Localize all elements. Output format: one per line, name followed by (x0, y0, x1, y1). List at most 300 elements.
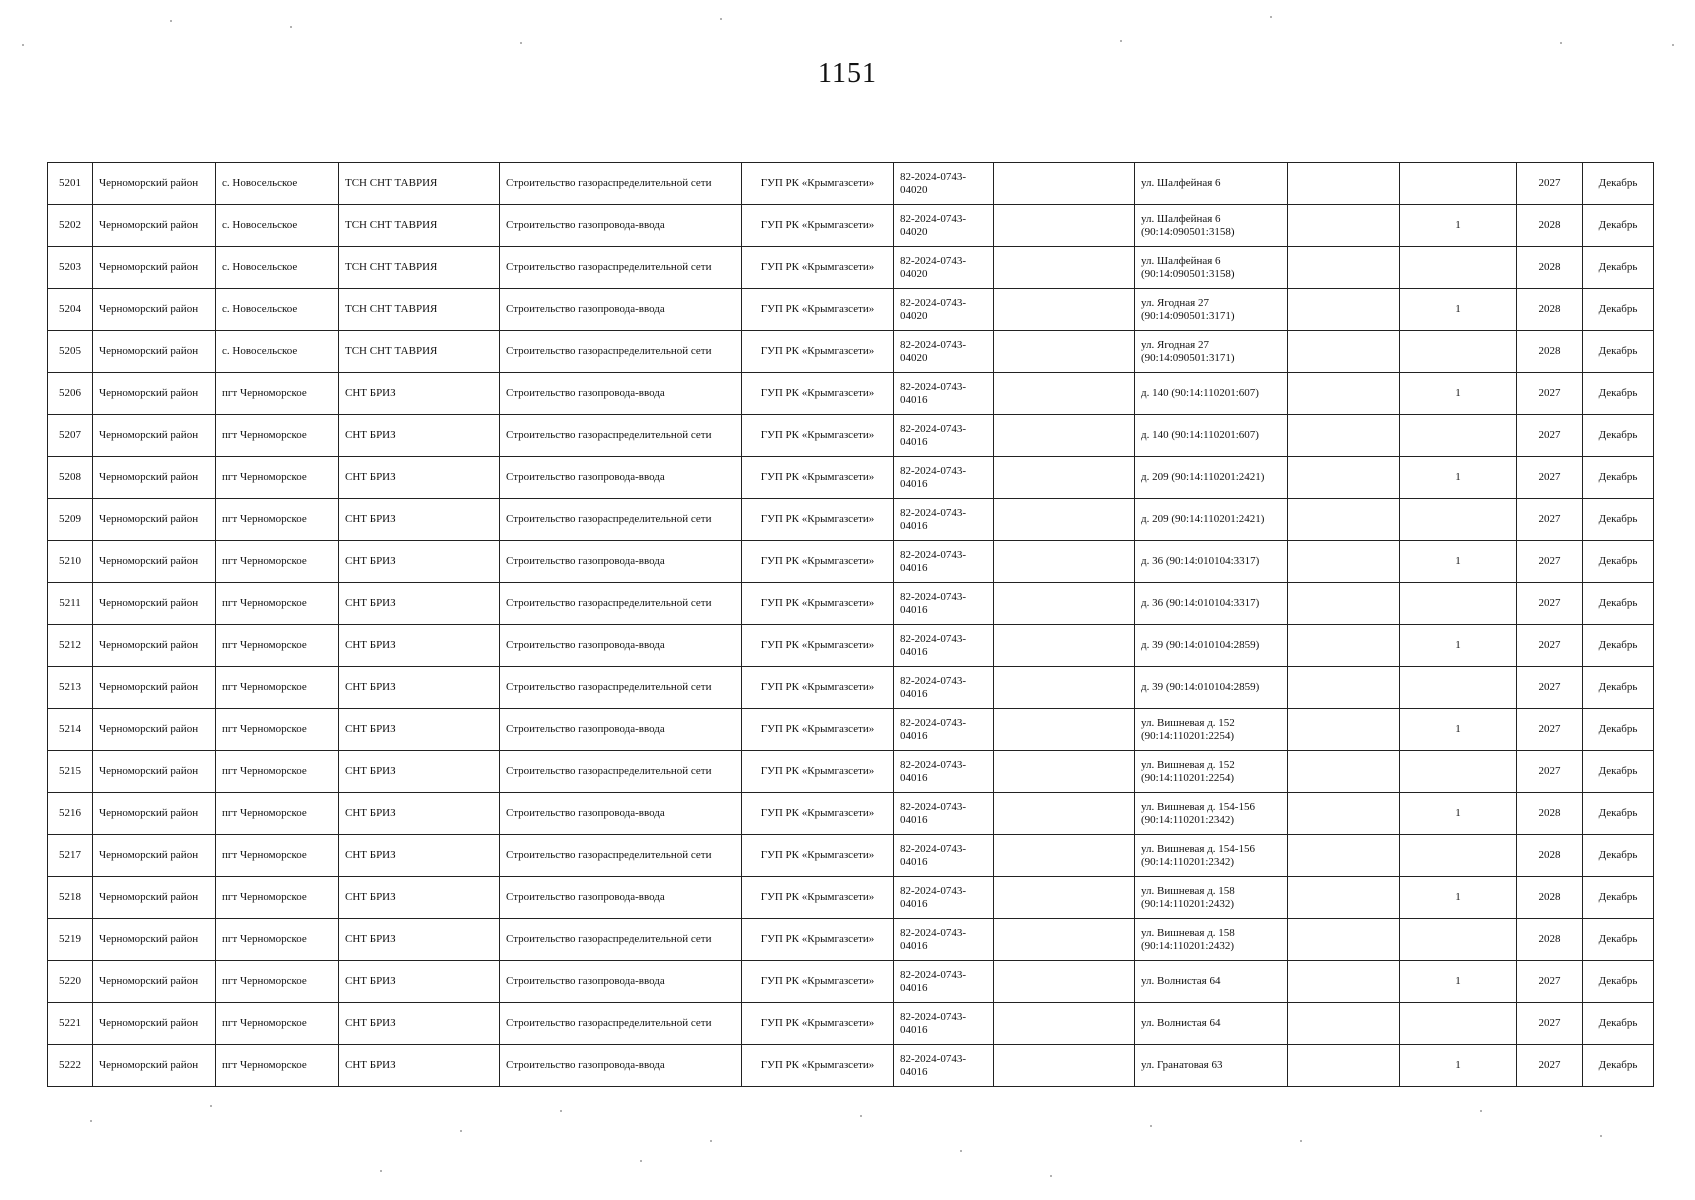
work-type-cell: Строительство газораспределительной сети (500, 751, 742, 793)
table-row (48, 751, 1654, 793)
quantity-cell (1400, 331, 1517, 373)
district-cell: Черноморский район (93, 373, 216, 415)
operator-cell: ГУП РК «Крымгазсети» (742, 163, 894, 205)
operator-cell: ГУП РК «Крымгазсети» (742, 583, 894, 625)
quantity-cell: 1 (1400, 625, 1517, 667)
work-type-cell: Строительство газопровода-ввода (500, 1045, 742, 1087)
quantity-cell: 1 (1400, 1045, 1517, 1087)
organization-cell: СНТ БРИЗ (339, 625, 500, 667)
month-cell: Декабрь (1583, 247, 1654, 289)
scan-speck (1560, 42, 1562, 44)
operator-cell: ГУП РК «Крымгазсети» (742, 331, 894, 373)
organization-cell: ТСН СНТ ТАВРИЯ (339, 205, 500, 247)
empty-cell (1288, 751, 1400, 793)
table-row (48, 835, 1654, 877)
registry-table (47, 162, 1654, 1087)
table-row (48, 373, 1654, 415)
month-cell: Декабрь (1583, 583, 1654, 625)
work-type-cell: Строительство газораспределительной сети (500, 163, 742, 205)
organization-cell: СНТ БРИЗ (339, 877, 500, 919)
year-cell: 2027 (1517, 373, 1583, 415)
organization-cell: СНТ БРИЗ (339, 583, 500, 625)
locality-cell: с. Новосельское (216, 205, 339, 247)
empty-cell (1288, 1003, 1400, 1045)
locality-cell: пгт Черноморское (216, 709, 339, 751)
district-cell: Черноморский район (93, 331, 216, 373)
year-cell: 2027 (1517, 961, 1583, 1003)
quantity-cell: 1 (1400, 373, 1517, 415)
quantity-cell (1400, 583, 1517, 625)
month-cell: Декабрь (1583, 457, 1654, 499)
code-cell: 82-2024-0743-04016 (894, 961, 994, 1003)
quantity-cell (1400, 499, 1517, 541)
empty-cell (994, 247, 1135, 289)
address-cell: д. 140 (90:14:110201:607) (1135, 373, 1288, 415)
scan-speck (720, 18, 722, 20)
quantity-cell: 1 (1400, 709, 1517, 751)
address-cell: д. 36 (90:14:010104:3317) (1135, 583, 1288, 625)
month-cell: Декабрь (1583, 877, 1654, 919)
code-cell: 82-2024-0743-04016 (894, 541, 994, 583)
empty-cell (994, 289, 1135, 331)
empty-cell (1288, 499, 1400, 541)
row-number: 5207 (48, 415, 93, 457)
year-cell: 2028 (1517, 919, 1583, 961)
quantity-cell: 1 (1400, 541, 1517, 583)
month-cell: Декабрь (1583, 793, 1654, 835)
organization-cell: ТСН СНТ ТАВРИЯ (339, 331, 500, 373)
empty-cell (994, 751, 1135, 793)
address-cell: д. 39 (90:14:010104:2859) (1135, 625, 1288, 667)
year-cell: 2028 (1517, 205, 1583, 247)
quantity-cell (1400, 667, 1517, 709)
year-cell: 2027 (1517, 667, 1583, 709)
code-cell: 82-2024-0743-04020 (894, 205, 994, 247)
row-number: 5209 (48, 499, 93, 541)
locality-cell: пгт Черноморское (216, 919, 339, 961)
scan-speck (640, 1160, 642, 1162)
year-cell: 2028 (1517, 835, 1583, 877)
locality-cell: пгт Черноморское (216, 541, 339, 583)
scan-speck (290, 26, 292, 28)
year-cell: 2028 (1517, 877, 1583, 919)
table-row (48, 793, 1654, 835)
work-type-cell: Строительство газопровода-ввода (500, 625, 742, 667)
empty-cell (1288, 919, 1400, 961)
locality-cell: пгт Черноморское (216, 877, 339, 919)
scan-speck (520, 42, 522, 44)
scan-speck (860, 1115, 862, 1117)
address-cell: д. 39 (90:14:010104:2859) (1135, 667, 1288, 709)
district-cell: Черноморский район (93, 877, 216, 919)
month-cell: Декабрь (1583, 625, 1654, 667)
work-type-cell: Строительство газопровода-ввода (500, 709, 742, 751)
month-cell: Декабрь (1583, 289, 1654, 331)
district-cell: Черноморский район (93, 457, 216, 499)
operator-cell: ГУП РК «Крымгазсети» (742, 835, 894, 877)
empty-cell (1288, 541, 1400, 583)
address-cell: ул. Вишневая д. 154-156 (90:14:110201:2342) (1135, 835, 1288, 877)
empty-cell (1288, 373, 1400, 415)
address-cell: д. 140 (90:14:110201:607) (1135, 415, 1288, 457)
month-cell: Декабрь (1583, 835, 1654, 877)
organization-cell: СНТ БРИЗ (339, 751, 500, 793)
year-cell: 2027 (1517, 415, 1583, 457)
table-row (48, 583, 1654, 625)
district-cell: Черноморский район (93, 793, 216, 835)
table-row (48, 289, 1654, 331)
code-cell: 82-2024-0743-04020 (894, 163, 994, 205)
quantity-cell: 1 (1400, 205, 1517, 247)
organization-cell: СНТ БРИЗ (339, 415, 500, 457)
locality-cell: пгт Черноморское (216, 1045, 339, 1087)
table-row (48, 877, 1654, 919)
quantity-cell: 1 (1400, 289, 1517, 331)
row-number: 5217 (48, 835, 93, 877)
district-cell: Черноморский район (93, 583, 216, 625)
district-cell: Черноморский район (93, 835, 216, 877)
empty-cell (994, 205, 1135, 247)
work-type-cell: Строительство газопровода-ввода (500, 793, 742, 835)
empty-cell (1288, 1045, 1400, 1087)
work-type-cell: Строительство газопровода-ввода (500, 289, 742, 331)
scan-speck (1270, 16, 1272, 18)
month-cell: Декабрь (1583, 331, 1654, 373)
code-cell: 82-2024-0743-04020 (894, 331, 994, 373)
address-cell: ул. Волнистая 64 (1135, 1003, 1288, 1045)
locality-cell: пгт Черноморское (216, 667, 339, 709)
empty-cell (994, 415, 1135, 457)
page-number: 1151 (818, 58, 877, 89)
work-type-cell: Строительство газораспределительной сети (500, 835, 742, 877)
work-type-cell: Строительство газопровода-ввода (500, 457, 742, 499)
scan-speck (1300, 1140, 1302, 1142)
address-cell: ул. Вишневая д. 152 (90:14:110201:2254) (1135, 751, 1288, 793)
month-cell: Декабрь (1583, 751, 1654, 793)
scan-speck (1150, 1125, 1152, 1127)
month-cell: Декабрь (1583, 415, 1654, 457)
month-cell: Декабрь (1583, 919, 1654, 961)
operator-cell: ГУП РК «Крымгазсети» (742, 751, 894, 793)
year-cell: 2027 (1517, 457, 1583, 499)
code-cell: 82-2024-0743-04016 (894, 1045, 994, 1087)
row-number: 5210 (48, 541, 93, 583)
locality-cell: пгт Черноморское (216, 373, 339, 415)
work-type-cell: Строительство газопровода-ввода (500, 877, 742, 919)
empty-cell (1288, 625, 1400, 667)
organization-cell: СНТ БРИЗ (339, 373, 500, 415)
work-type-cell: Строительство газопровода-ввода (500, 373, 742, 415)
address-cell: ул. Ягодная 27 (90:14:090501:3171) (1135, 289, 1288, 331)
district-cell: Черноморский район (93, 289, 216, 331)
year-cell: 2027 (1517, 1045, 1583, 1087)
address-cell: ул. Вишневая д. 158 (90:14:110201:2432) (1135, 919, 1288, 961)
code-cell: 82-2024-0743-04016 (894, 709, 994, 751)
month-cell: Декабрь (1583, 709, 1654, 751)
table-row (48, 919, 1654, 961)
organization-cell: СНТ БРИЗ (339, 835, 500, 877)
address-cell: ул. Волнистая 64 (1135, 961, 1288, 1003)
quantity-cell: 1 (1400, 877, 1517, 919)
empty-cell (1288, 331, 1400, 373)
empty-cell (994, 331, 1135, 373)
address-cell: ул. Ягодная 27 (90:14:090501:3171) (1135, 331, 1288, 373)
quantity-cell (1400, 415, 1517, 457)
locality-cell: пгт Черноморское (216, 1003, 339, 1045)
work-type-cell: Строительство газораспределительной сети (500, 247, 742, 289)
year-cell: 2027 (1517, 583, 1583, 625)
code-cell: 82-2024-0743-04016 (894, 415, 994, 457)
empty-cell (1288, 205, 1400, 247)
empty-cell (1288, 457, 1400, 499)
locality-cell: пгт Черноморское (216, 751, 339, 793)
year-cell: 2027 (1517, 1003, 1583, 1045)
operator-cell: ГУП РК «Крымгазсети» (742, 247, 894, 289)
empty-cell (1288, 835, 1400, 877)
work-type-cell: Строительство газораспределительной сети (500, 583, 742, 625)
locality-cell: с. Новосельское (216, 331, 339, 373)
table-row (48, 1003, 1654, 1045)
work-type-cell: Строительство газопровода-ввода (500, 961, 742, 1003)
year-cell: 2027 (1517, 709, 1583, 751)
code-cell: 82-2024-0743-04016 (894, 499, 994, 541)
district-cell: Черноморский район (93, 1045, 216, 1087)
empty-cell (1288, 163, 1400, 205)
month-cell: Декабрь (1583, 667, 1654, 709)
table-row (48, 667, 1654, 709)
empty-cell (994, 499, 1135, 541)
table-row (48, 205, 1654, 247)
scan-speck (710, 1140, 712, 1142)
locality-cell: пгт Черноморское (216, 961, 339, 1003)
year-cell: 2027 (1517, 163, 1583, 205)
operator-cell: ГУП РК «Крымгазсети» (742, 625, 894, 667)
operator-cell: ГУП РК «Крымгазсети» (742, 541, 894, 583)
organization-cell: СНТ БРИЗ (339, 961, 500, 1003)
address-cell: д. 209 (90:14:110201:2421) (1135, 499, 1288, 541)
row-number: 5219 (48, 919, 93, 961)
address-cell: ул. Вишневая д. 152 (90:14:110201:2254) (1135, 709, 1288, 751)
month-cell: Декабрь (1583, 961, 1654, 1003)
row-number: 5220 (48, 961, 93, 1003)
code-cell: 82-2024-0743-04016 (894, 667, 994, 709)
row-number: 5221 (48, 1003, 93, 1045)
empty-cell (1288, 877, 1400, 919)
scan-speck (1600, 1135, 1602, 1137)
district-cell: Черноморский район (93, 415, 216, 457)
year-cell: 2027 (1517, 625, 1583, 667)
district-cell: Черноморский район (93, 667, 216, 709)
table-row (48, 709, 1654, 751)
empty-cell (1288, 583, 1400, 625)
row-number: 5211 (48, 583, 93, 625)
empty-cell (994, 961, 1135, 1003)
month-cell: Декабрь (1583, 1045, 1654, 1087)
empty-cell (994, 583, 1135, 625)
code-cell: 82-2024-0743-04016 (894, 1003, 994, 1045)
locality-cell: пгт Черноморское (216, 583, 339, 625)
code-cell: 82-2024-0743-04020 (894, 247, 994, 289)
code-cell: 82-2024-0743-04016 (894, 793, 994, 835)
organization-cell: СНТ БРИЗ (339, 457, 500, 499)
empty-cell (994, 793, 1135, 835)
empty-cell (994, 667, 1135, 709)
district-cell: Черноморский район (93, 751, 216, 793)
work-type-cell: Строительство газораспределительной сети (500, 331, 742, 373)
locality-cell: с. Новосельское (216, 163, 339, 205)
district-cell: Черноморский район (93, 541, 216, 583)
year-cell: 2027 (1517, 541, 1583, 583)
empty-cell (1288, 709, 1400, 751)
year-cell: 2027 (1517, 751, 1583, 793)
organization-cell: СНТ БРИЗ (339, 919, 500, 961)
work-type-cell: Строительство газораспределительной сети (500, 919, 742, 961)
scan-speck (380, 1170, 382, 1172)
operator-cell: ГУП РК «Крымгазсети» (742, 793, 894, 835)
locality-cell: с. Новосельское (216, 289, 339, 331)
address-cell: ул. Шалфейная 6 (1135, 163, 1288, 205)
organization-cell: СНТ БРИЗ (339, 1003, 500, 1045)
empty-cell (1288, 793, 1400, 835)
scan-speck (560, 1110, 562, 1112)
work-type-cell: Строительство газораспределительной сети (500, 415, 742, 457)
empty-cell (994, 877, 1135, 919)
table-body (48, 163, 1654, 1087)
locality-cell: пгт Черноморское (216, 499, 339, 541)
district-cell: Черноморский район (93, 247, 216, 289)
address-cell: ул. Шалфейная 6 (90:14:090501:3158) (1135, 205, 1288, 247)
row-number: 5208 (48, 457, 93, 499)
code-cell: 82-2024-0743-04016 (894, 751, 994, 793)
scan-speck (960, 1150, 962, 1152)
operator-cell: ГУП РК «Крымгазсети» (742, 415, 894, 457)
organization-cell: СНТ БРИЗ (339, 1045, 500, 1087)
row-number: 5215 (48, 751, 93, 793)
table-row (48, 331, 1654, 373)
quantity-cell (1400, 163, 1517, 205)
address-cell: ул. Вишневая д. 158 (90:14:110201:2432) (1135, 877, 1288, 919)
empty-cell (994, 541, 1135, 583)
scan-speck (1120, 40, 1122, 42)
quantity-cell: 1 (1400, 457, 1517, 499)
district-cell: Черноморский район (93, 919, 216, 961)
district-cell: Черноморский район (93, 625, 216, 667)
operator-cell: ГУП РК «Крымгазсети» (742, 667, 894, 709)
operator-cell: ГУП РК «Крымгазсети» (742, 457, 894, 499)
quantity-cell (1400, 247, 1517, 289)
scan-speck (1672, 44, 1674, 46)
empty-cell (994, 835, 1135, 877)
district-cell: Черноморский район (93, 205, 216, 247)
code-cell: 82-2024-0743-04016 (894, 457, 994, 499)
address-cell: д. 36 (90:14:010104:3317) (1135, 541, 1288, 583)
table-row (48, 457, 1654, 499)
work-type-cell: Строительство газораспределительной сети (500, 1003, 742, 1045)
address-cell: ул. Гранатовая 63 (1135, 1045, 1288, 1087)
work-type-cell: Строительство газопровода-ввода (500, 205, 742, 247)
organization-cell: СНТ БРИЗ (339, 709, 500, 751)
empty-cell (1288, 667, 1400, 709)
quantity-cell: 1 (1400, 793, 1517, 835)
row-number: 5222 (48, 1045, 93, 1087)
code-cell: 82-2024-0743-04016 (894, 835, 994, 877)
quantity-cell (1400, 835, 1517, 877)
scan-speck (22, 44, 24, 46)
operator-cell: ГУП РК «Крымгазсети» (742, 1045, 894, 1087)
row-number: 5214 (48, 709, 93, 751)
code-cell: 82-2024-0743-04016 (894, 877, 994, 919)
district-cell: Черноморский район (93, 961, 216, 1003)
operator-cell: ГУП РК «Крымгазсети» (742, 961, 894, 1003)
scan-speck (170, 20, 172, 22)
month-cell: Декабрь (1583, 163, 1654, 205)
code-cell: 82-2024-0743-04016 (894, 583, 994, 625)
table-row (48, 247, 1654, 289)
work-type-cell: Строительство газопровода-ввода (500, 541, 742, 583)
row-number: 5204 (48, 289, 93, 331)
scan-speck (1480, 1110, 1482, 1112)
work-type-cell: Строительство газораспределительной сети (500, 667, 742, 709)
row-number: 5203 (48, 247, 93, 289)
locality-cell: пгт Черноморское (216, 793, 339, 835)
table-row (48, 163, 1654, 205)
empty-cell (1288, 961, 1400, 1003)
operator-cell: ГУП РК «Крымгазсети» (742, 919, 894, 961)
organization-cell: СНТ БРИЗ (339, 499, 500, 541)
work-type-cell: Строительство газораспределительной сети (500, 499, 742, 541)
organization-cell: ТСН СНТ ТАВРИЯ (339, 163, 500, 205)
district-cell: Черноморский район (93, 163, 216, 205)
operator-cell: ГУП РК «Крымгазсети» (742, 205, 894, 247)
empty-cell (994, 373, 1135, 415)
code-cell: 82-2024-0743-04016 (894, 919, 994, 961)
month-cell: Декабрь (1583, 499, 1654, 541)
address-cell: д. 209 (90:14:110201:2421) (1135, 457, 1288, 499)
code-cell: 82-2024-0743-04016 (894, 373, 994, 415)
table-row (48, 1045, 1654, 1087)
operator-cell: ГУП РК «Крымгазсети» (742, 877, 894, 919)
district-cell: Черноморский район (93, 1003, 216, 1045)
row-number: 5216 (48, 793, 93, 835)
organization-cell: ТСН СНТ ТАВРИЯ (339, 289, 500, 331)
address-cell: ул. Вишневая д. 154-156 (90:14:110201:2342) (1135, 793, 1288, 835)
empty-cell (994, 625, 1135, 667)
table-row (48, 415, 1654, 457)
address-cell: ул. Шалфейная 6 (90:14:090501:3158) (1135, 247, 1288, 289)
empty-cell (994, 919, 1135, 961)
operator-cell: ГУП РК «Крымгазсети» (742, 709, 894, 751)
row-number: 5212 (48, 625, 93, 667)
month-cell: Декабрь (1583, 541, 1654, 583)
organization-cell: СНТ БРИЗ (339, 667, 500, 709)
empty-cell (994, 457, 1135, 499)
district-cell: Черноморский район (93, 499, 216, 541)
scan-speck (210, 1105, 212, 1107)
empty-cell (1288, 415, 1400, 457)
row-number: 5213 (48, 667, 93, 709)
code-cell: 82-2024-0743-04016 (894, 625, 994, 667)
quantity-cell (1400, 1003, 1517, 1045)
month-cell: Декабрь (1583, 373, 1654, 415)
empty-cell (1288, 289, 1400, 331)
operator-cell: ГУП РК «Крымгазсети» (742, 289, 894, 331)
table-row (48, 541, 1654, 583)
locality-cell: пгт Черноморское (216, 835, 339, 877)
district-cell: Черноморский район (93, 709, 216, 751)
table-row (48, 961, 1654, 1003)
quantity-cell: 1 (1400, 961, 1517, 1003)
operator-cell: ГУП РК «Крымгазсети» (742, 1003, 894, 1045)
